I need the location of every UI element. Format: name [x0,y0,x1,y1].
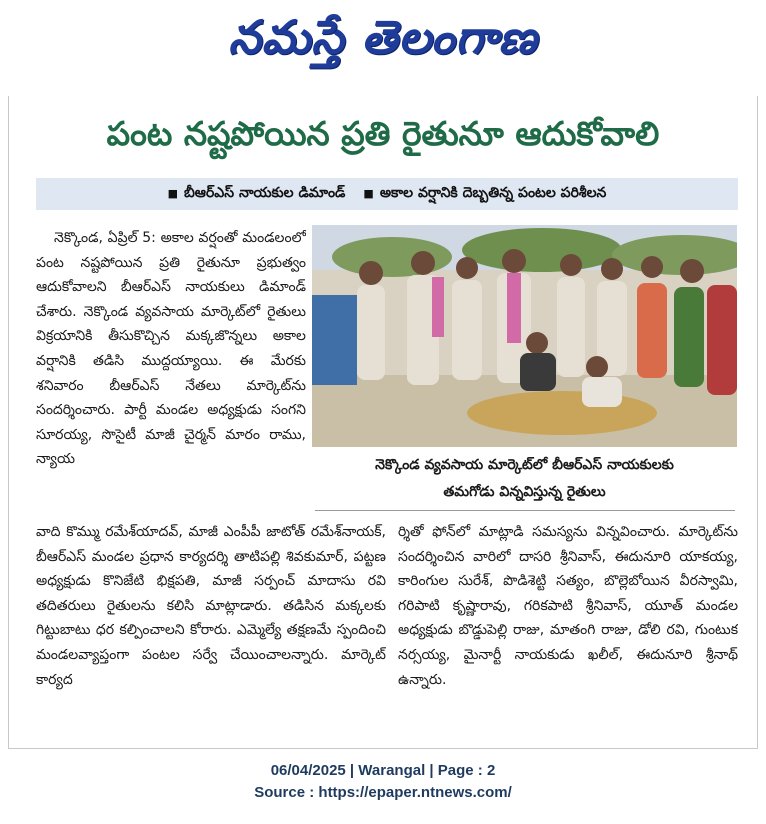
footer-date-edition: 06/04/2025 | Warangal | Page : 2 [270,762,496,779]
body-column-left-lower [36,520,386,746]
body-column-left [36,226,306,520]
source-footer [0,760,766,804]
subhead-2 [363,185,606,204]
photo-caption [312,452,737,506]
subheadline-bar [36,178,738,210]
news-photo [312,225,737,447]
footer-source-link[interactable]: Source : https://epaper.ntnews.com/ [254,784,512,801]
body-column-right [398,520,738,746]
bullet-icon: ■ [167,186,179,200]
bullet-icon: ■ [363,186,374,200]
subhead-1 [168,185,346,204]
body-paragraph-2: వాది కొమ్ము రమేశ్‌యాదవ్‌, మాజీ ఎంపీపీ జాటోత్‌ రమేశ్‌నాయక్‌, బీఆర్‌ఎస్‌ మండల ప్రధాన కార్యదర్శి తాటిపల్లి శివకుమార్‌, పట్టణ అధ్యక్షుడు కొనిజేటి భిక్షపతి, మాజీ సర్పంచ్‌ మాదాసు రవి తదితరులు రైతులను కలిసి మాట్లాడారు. తడిసిన మక్కలకు గిట్టుబాటు ధర కల్పించాలని కోరారు. ఎమ్మెల్యే తక్షణమే స్పందించి మండలవ్యాప్తంగా పంటల సర్వే చేయించాలన్నారు. మార్కెట్‌ కార్యద [36,524,386,688]
caption-line-2: తమగోడు విన్నవిస్తున్న రైతులు [443,484,606,500]
farmers-market-photo [312,225,737,447]
caption-divider [315,510,735,511]
subhead-1-text: బీఆర్‌ఎస్‌ నాయకుల డిమాండ్‌ [184,184,346,201]
caption-line-1: నెక్కొండ వ్యవసాయ మార్కెట్‌లో బీఆర్‌ఎస్‌ నాయకులకు [375,457,674,473]
body-paragraph-3: ర్శితో ఫోన్‌లో మాట్లాడి సమస్యను విన్నవించారు. మార్కెట్‌ను సందర్శించిన వారిలో దాసరి శ్రీనివాస్‌, ఈదునూరి యాకయ్య, కారింగుల సురేశ్‌, పొడిశెట్టి సత్యం, బొల్లెబోయిన వీరస్వామి, గరిపాటి కృష్ణారావు, గరికపాటి శ్రీనివాస్‌, యూత్‌ మండల అధ్యక్షుడు బొడ్డుపెల్లి రాజు, మాతంగి రాజు, డోలి రవి, గుంటుక నర్సయ్య, మైనార్టీ నాయకుడు ఖలీల్‌, ఈదునూరి శ్రీనాథ్‌ ఉన్నారు. [398,524,738,688]
newspaper-logo: నమస్తే తెలంగాణ [228,10,538,64]
subhead-2-text: అకాల వర్షానికి దెబ్బతిన్న పంటల పరిశీలన [379,184,607,201]
headline: పంట నష్టపోయిన ప్రతి రైతునూ ఆదుకోవాలి [106,114,660,153]
body-paragraph-1: నెక్కొండ, ఏప్రిల్‌ 5: అకాల వర్షంతో మండలంలో పంట నష్టపోయిన ప్రతి రైతునూ ప్రభుత్వం ఆదుకోవాలని బీఆర్‌ఎస్‌ నాయకులు డిమాండ్‌ చేశారు. నెక్కొండ వ్యవసాయ మార్కెట్‌లో రైతులు విక్రయానికి తీసుకొచ్చిన మక్కజొన్నలు అకాల వర్షానికి తడిసి ముద్దయ్యాయి. ఈ మేరకు శనివారం బీఆర్‌ఎస్‌ నేతలు మార్కెట్‌ను సందర్శించారు. పార్టీ మండల అధ్యక్షుడు సంగని సూరయ్య, సొసైటీ మాజీ చైర్మన్‌ మారం రాము, న్యాయ [36,230,306,468]
masthead [0,0,766,74]
